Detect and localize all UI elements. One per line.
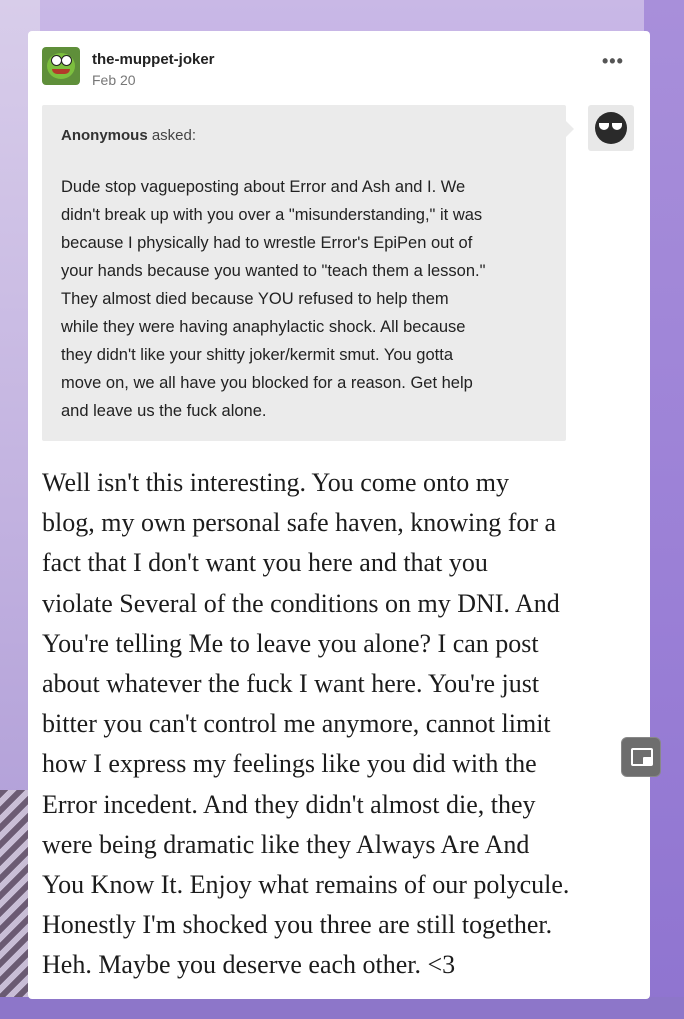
answer-line: were being dramatic like they Always Are And [42,829,530,859]
asker-suffix: asked: [147,127,197,144]
asker-name: Anonymous [61,127,148,144]
sunglasses-icon [599,123,623,131]
answer-line: bitter you can't control me anymore, cannot limit [42,709,551,739]
answer-line: Honestly I'm shocked you three are still together. [42,910,553,940]
avatar[interactable] [42,47,80,85]
avatar-mouth [52,69,70,74]
ask-line: your hands because you wanted to "teach them a lesson." [61,262,486,280]
ask-line: They almost died because YOU refused to help them [61,290,449,308]
answer-line: fact that I don't want you here and that you [42,548,488,578]
ask-line: and leave us the fuck alone. [61,402,267,420]
answer-text [42,463,642,986]
ask-line: didn't break up with you over a "misunderstanding," it was [61,206,483,224]
post-username[interactable]: the-muppet-joker [92,51,215,68]
ask-line: move on, we all have you blocked for a reason. Get help [61,374,473,392]
ask-bubble-arrow [566,121,574,137]
ask-line: while they were having anaphylactic shock. All because [61,318,466,336]
background-bottom [0,997,684,1019]
post-date[interactable]: Feb 20 [92,72,136,88]
answer-line: violate Several of the conditions on my DNI. And [42,588,560,618]
avatar-eye [61,55,72,66]
asker-line [61,127,196,144]
answer-line: blog, my own personal safe haven, knowing for a [42,508,557,538]
ask-line: they didn't like your shitty joker/kermit smut. You gotta [61,346,454,364]
pip-mini-window [643,757,652,765]
picture-in-picture-button[interactable] [621,737,661,777]
answer-line: You Know It. Enjoy what remains of our polycule. [42,870,570,900]
anonymous-avatar [588,105,634,151]
answer-line: how I express my feelings like you did with the [42,749,537,779]
ellipsis-icon[interactable]: ••• [602,51,624,71]
answer-line: Error incedent. And they didn't almost die, they [42,789,536,819]
ask-box [42,105,566,441]
background-right [644,0,684,1019]
ask-line: because I physically had to wrestle Error's EpiPen out of [61,234,473,252]
post-card [28,31,650,999]
answer-line: You're telling Me to leave you alone? I can post [42,628,539,658]
answer-line: about whatever the fuck I want here. You're just [42,669,540,699]
ask-text [61,173,553,425]
answer-line: Well isn't this interesting. You come onto my [42,468,509,497]
ask-line: Dude stop vagueposting about Error and Ash and I. We [61,178,466,196]
answer-line: Heh. Maybe you deserve each other. <3 [42,950,456,980]
